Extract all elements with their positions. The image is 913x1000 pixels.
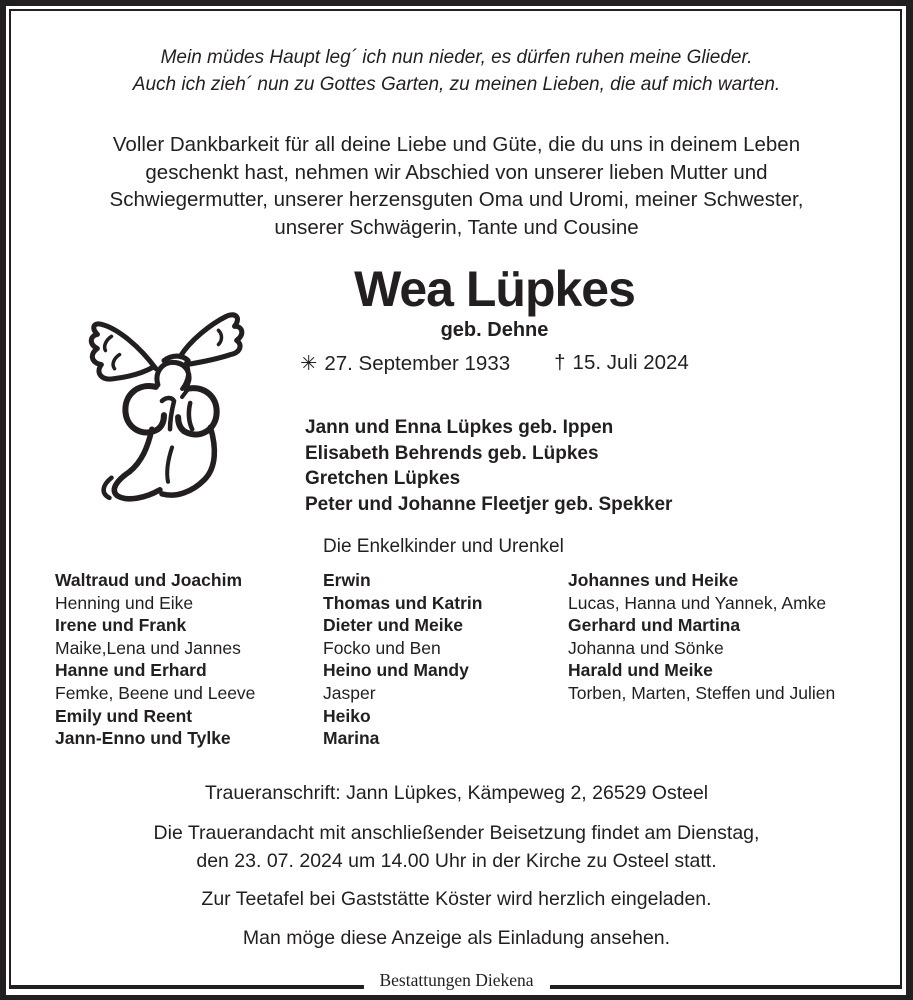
descendant-entry: Femke, Beene und Leeve bbox=[55, 682, 256, 703]
descendant-entry: Heiko bbox=[323, 705, 371, 726]
descendant-entry: Jasper bbox=[323, 682, 376, 703]
descendant-entry: Heino und Mandy bbox=[323, 660, 469, 681]
descendant-entry: Marina bbox=[323, 728, 380, 749]
descendant-entry: Erwin bbox=[323, 570, 371, 590]
undertaker-label: Bestattungen Diekena bbox=[363, 969, 549, 991]
descendant-entry: Focko und Ben bbox=[323, 637, 441, 658]
descendant-entry: Maike,Lena und Jannes bbox=[55, 637, 241, 658]
mourners-list bbox=[305, 415, 672, 518]
death-date-group bbox=[554, 351, 689, 376]
epigraph-line: Mein müdes Haupt leg´ ich nun nieder, es dürfen ruhen meine Glieder. bbox=[160, 47, 753, 68]
descendants-heading: Die Enkelkinder und Urenkel bbox=[323, 536, 564, 557]
outer-frame-top bbox=[0, 0, 913, 6]
tea-invitation: Zur Teetafel bei Gaststätte Köster wird herzlich eingeladen. bbox=[201, 888, 712, 910]
descendants-column-3 bbox=[568, 569, 835, 705]
descendant-entry: Johanna und Sönke bbox=[568, 637, 724, 658]
descendant-entry: Henning und Eike bbox=[55, 592, 194, 613]
birth-star-icon: ✳ bbox=[300, 352, 318, 375]
intro-line: Schwiegermutter, unserer herzensguten Oma und Uromi, meiner Schwester, bbox=[109, 188, 804, 211]
maiden-name: geb. Dehne bbox=[440, 319, 549, 341]
descendant-entry: Johannes und Heike bbox=[568, 570, 739, 590]
outer-frame-bottom bbox=[0, 995, 913, 1000]
mourner-line: Gretchen Lüpkes bbox=[305, 468, 461, 490]
descendant-entry: Waltraud und Joachim bbox=[55, 570, 243, 590]
descendants-column-1 bbox=[55, 569, 255, 750]
birth-date: 27. September 1933 bbox=[324, 352, 511, 375]
descendant-entry: Jann-Enno und Tylke bbox=[55, 728, 231, 749]
descendants-column-2 bbox=[323, 569, 482, 750]
descendant-entry: Harald und Meike bbox=[568, 660, 713, 681]
life-dates bbox=[76, 351, 913, 376]
death-date: 15. Juli 2024 bbox=[572, 351, 689, 374]
mourner-line: Elisabeth Behrends geb. Lüpkes bbox=[305, 442, 599, 464]
deceased-name: Wea Lüpkes bbox=[354, 261, 635, 317]
intro-line: geschenkt hast, nehmen wir Abschied von unserer lieben Mutter und bbox=[145, 160, 768, 184]
mourning-address: Traueranschrift: Jann Lüpkes, Kämpeweg 2, 26529 Osteel bbox=[204, 782, 709, 804]
descendant-entry: Emily und Reent bbox=[55, 705, 193, 726]
epigraph-line: Auch ich zieh´ nun zu Gottes Garten, zu meinen Lieben, die auf mich warten. bbox=[132, 74, 781, 95]
intro-line: Voller Dankbarkeit für all deine Liebe und Güte, die du uns in deinem Leben bbox=[112, 133, 801, 156]
descendant-entry: Thomas und Katrin bbox=[323, 592, 483, 613]
descendant-entry: Gerhard und Martina bbox=[568, 615, 741, 636]
descendant-entry: Torben, Marten, Steffen und Julien bbox=[568, 682, 836, 703]
service-line: Die Trauerandacht mit anschließender Beisetzung findet am Dienstag, bbox=[153, 822, 760, 844]
epigraph bbox=[0, 44, 913, 98]
intro-line: unserer Schwägerin, Tante und Cousine bbox=[274, 215, 639, 239]
descendant-entry: Hanne und Erhard bbox=[55, 660, 207, 681]
intro-paragraph bbox=[0, 131, 913, 241]
descendant-entry: Irene und Frank bbox=[55, 615, 187, 636]
service-line: den 23. 07. 2024 um 14.00 Uhr in der Kirche zu Osteel statt. bbox=[196, 850, 717, 872]
service-announcement bbox=[0, 819, 913, 875]
mourner-line: Peter und Johanne Fleetjer geb. Spekker bbox=[305, 494, 673, 516]
birth-date-group bbox=[300, 351, 510, 376]
death-cross-icon: † bbox=[554, 351, 566, 374]
invitation-note: Man möge diese Anzeige als Einladung ansehen. bbox=[242, 927, 671, 949]
descendant-entry: Lucas, Hanna und Yannek, Amke bbox=[568, 592, 827, 613]
mourner-line: Jann und Enna Lüpkes geb. Ippen bbox=[305, 417, 614, 438]
descendant-entry: Dieter und Meike bbox=[323, 615, 464, 636]
